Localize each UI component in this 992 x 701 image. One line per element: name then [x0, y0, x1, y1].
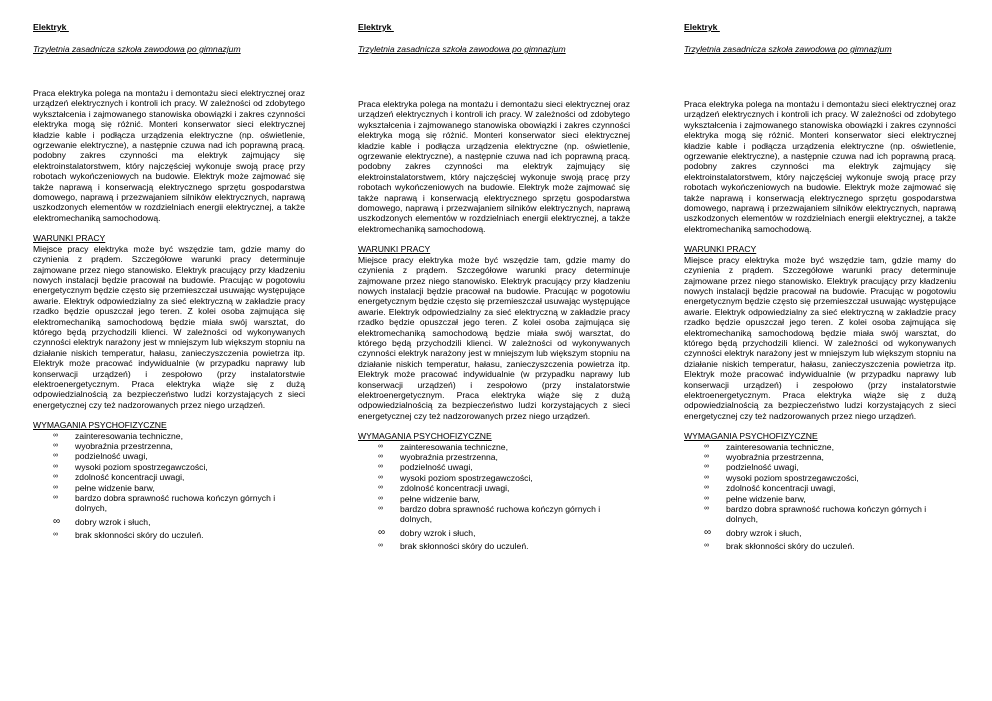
list-item: ∞ zainteresowania techniczne, [378, 441, 508, 452]
list-item: ∞ podzielność uwagi, [704, 462, 799, 473]
profession-title: Elektryk [684, 22, 720, 32]
list-item: ∞ bardzo dobra sprawność ruchowa kończyn górnych i dolnych, [378, 504, 601, 525]
infinity-bullet-icon: ∞ [704, 542, 709, 550]
infinity-bullet-icon: ∞ [378, 484, 383, 492]
infinity-bullet-icon: ∞ [704, 473, 709, 481]
leaflet-column-2 [358, 22, 630, 552]
infinity-bullet-icon: ∞ [378, 542, 383, 550]
infinity-bullet-icon: ∞ [378, 442, 383, 450]
requirements-list [33, 431, 305, 541]
requirements-heading: WYMAGANIA PSYCHOFIZYCZNE [358, 431, 492, 442]
infinity-bullet-icon: ∞ [53, 515, 61, 527]
working-conditions-text: Miejsce pracy elektryka może być wszędzie tam, gdzie mamy do czynienia z prądem. Szczegółowe warunki pracy determinuje zajmowane przez niego stanowisko. Elektryk pracujący przy kładzeniu nowych instalacji będzie pracował na budowie. Pracując w pogotowiu energetycznym będzie często się przemieszczał usuwając występujące awarie. Elektryk odpowiedzialny za sieć elektryczną w zakładzie pracy rzadko będzie opuszczał jego teren. Z kolei osoba zajmująca się elektromechaniką samochodową będzie miała swój warsztat, do którego będą przychodzili klienci. W zależności od wykonywanych czynności elektryk narażony jest w mniejszym lub większym stopniu na działanie niskich temperatur, hałasu, zanieczyszczenia powietrza itp. Elektryk może pracować indywidualnie (w przypadku naprawy lub konserwacji urządzeń) i zespołowo (przy instalatorstwie elektroenergetycznym. Praca elektryka wiąże się z dużą odpowiedzialnością za bezpieczeństwo ludzi korzystających z sieci energetycznej czy też nadzorowanych przez niego urządzeń. [358, 254, 630, 421]
list-item: ∞ wyobraźnia przestrzenna, [704, 452, 824, 462]
list-item: ∞ brak skłonności skóry do uczuleń. [378, 541, 529, 552]
infinity-bullet-icon: ∞ [378, 473, 383, 481]
list-item: ∞ zdolność koncentracji uwagi, [378, 483, 510, 494]
list-item: ∞ dobry wzrok i słuch, [53, 515, 151, 527]
infinity-bullet-icon: ∞ [53, 452, 58, 460]
infinity-bullet-icon: ∞ [704, 505, 709, 513]
list-item: ∞ bardzo dobra sprawność ruchowa kończyn górnych i dolnych, [53, 493, 276, 514]
infinity-bullet-icon: ∞ [704, 484, 709, 492]
profession-title: Elektryk [33, 22, 69, 32]
infinity-bullet-icon: ∞ [53, 483, 58, 491]
working-conditions-text: Miejsce pracy elektryka może być wszędzie tam, gdzie mamy do czynienia z prądem. Szczegółowe warunki pracy determinuje zajmowane przez niego stanowisko. Elektryk pracujący przy kładzeniu nowych instalacji będzie pracował na budowie. Pracując w pogotowiu energetycznym będzie często się przemieszczał usuwając występujące awarie. Elektryk odpowiedzialny za sieć elektryczną w zakładzie pracy rzadko będzie opuszczał jego teren. Z kolei osoba zajmująca się elektromechaniką samochodową będzie miała swój warsztat, do którego będą przychodzili klienci. W zależności od wykonywanych czynności elektryk narażony jest w mniejszym lub większym stopniu na działanie niskich temperatur, hałasu, zanieczyszczenia powietrza itp. Elektryk może pracować indywidualnie (w przypadku naprawy lub konserwacji urządzeń) i zespołowo (przy instalatorstwie elektroenergetycznym. Praca elektryka wiąże się z dużą odpowiedzialnością za bezpieczeństwo ludzi korzystających z sieci energetycznej czy też nadzorowanych przez niego urządzeń. [684, 254, 956, 421]
infinity-bullet-icon: ∞ [378, 494, 383, 502]
list-item: ∞ brak skłonności skóry do uczuleń. [704, 541, 855, 552]
infinity-bullet-icon: ∞ [53, 494, 58, 502]
school-type-subtitle: Trzyletnia zasadnicza szkoła zawodowa po gimnazjum [33, 44, 241, 54]
infinity-bullet-icon: ∞ [378, 453, 383, 460]
infinity-bullet-icon: ∞ [53, 531, 58, 539]
list-item: ∞ podzielność uwagi, [53, 451, 148, 462]
list-item: ∞ zainteresowania techniczne, [704, 441, 834, 452]
leaflet-column-1 [33, 22, 305, 541]
requirements-list [358, 442, 630, 552]
working-conditions-heading: WARUNKI PRACY [358, 244, 431, 255]
list-item: ∞ podzielność uwagi, [378, 462, 473, 473]
infinity-bullet-icon: ∞ [53, 431, 58, 439]
school-type-subtitle: Trzyletnia zasadnicza szkoła zawodowa po gimnazjum [358, 44, 566, 54]
infinity-bullet-icon: ∞ [53, 462, 58, 470]
list-item: ∞ pełne widzenie barw, [53, 482, 155, 493]
infinity-bullet-icon: ∞ [378, 526, 386, 538]
job-description: Praca elektryka polega na montażu i demontażu sieci elektrycznej oraz urządzeń elektrycznych i kontroli ich pracy. W zależności od zdobytego wykształcenia i zajmowanego stanowiska obowiązki i zakres czynności elektryka mogą się różnić. Monteri konserwator sieci elektrycznej kładzie kable i podłącza urządzenia elektryczne (np. oświetlenie, ogrzewanie elektryczne), a następnie czuwa nad ich poprawną pracą. podobny zakres czynności ma elektryk zajmujący się elektroinstalatorstwem, który najczęściej wykonuje swoją pracę przy robotach wykończeniowych na budowie. Elektryk może zajmować się także naprawą i konserwacją elektrycznego sprzętu gospodarstwa domowego, naprawą i przezwajaniem silników elektrycznych, naprawą uszkodzonych elementów w rozdzielniach energii elektrycznej, a także elektromechaniką samochodową. [358, 99, 630, 234]
infinity-bullet-icon: ∞ [704, 526, 712, 538]
infinity-bullet-icon: ∞ [378, 505, 383, 513]
infinity-bullet-icon: ∞ [378, 463, 383, 471]
infinity-bullet-icon: ∞ [53, 442, 58, 449]
infinity-bullet-icon: ∞ [704, 463, 709, 471]
requirements-list [684, 442, 956, 552]
working-conditions-text: Miejsce pracy elektryka może być wszędzie tam, gdzie mamy do czynienia z prądem. Szczegółowe warunki pracy determinuje zajmowane przez niego stanowisko. Elektryk pracujący przy kładzeniu nowych instalacji będzie pracował na budowie. Pracując w pogotowiu energetycznym będzie często się przemieszczał usuwając występujące awarie. Elektryk odpowiedzialny za sieć elektryczną w zakładzie pracy rzadko będzie opuszczał jego teren. Z kolei osoba zajmująca się elektromechaniką samochodową będzie miała swój warsztat, do którego będą przychodzili klienci. W zależności od wykonywanych czynności elektryk narażony jest w mniejszym lub większym stopniu na działanie niskich temperatur, hałasu, zanieczyszczenia powietrza itp. Elektryk może pracować indywidualnie (w przypadku naprawy lub konserwacji urządzeń) i zespołowo (przy instalatorstwie elektroenergetycznym. Praca elektryka wiąże się z dużą odpowiedzialnością za bezpieczeństwo ludzi korzystających z sieci energetycznej czy też nadzorowanych przez niego urządzeń. [33, 243, 305, 410]
infinity-bullet-icon: ∞ [53, 473, 58, 481]
list-item: ∞ wysoki poziom spostrzegawczości, [53, 461, 208, 472]
list-item: ∞ dobry wzrok i słuch, [378, 526, 476, 538]
profession-title: Elektryk [358, 22, 394, 32]
job-description: Praca elektryka polega na montażu i demontażu sieci elektrycznej oraz urządzeń elektrycznych i kontroli ich pracy. W zależności od zdobytego wykształcenia i zajmowanego stanowiska obowiązki i zakres czynności elektryka mogą się różnić. Monteri konserwator sieci elektrycznej kładzie kable i podłącza urządzenia elektryczne (np. oświetlenie, ogrzewanie elektryczne), a następnie czuwa nad ich poprawną pracą. podobny zakres czynności ma elektryk zajmujący się elektroinstalatorstwem, który najczęściej wykonuje swoją pracę przy robotach wykończeniowych na budowie. Elektryk może zajmować się także naprawą i konserwacją elektrycznego sprzętu gospodarstwa domowego, naprawą i przezwajaniem silników elektrycznych, naprawą uszkodzonych elementów w rozdzielniach energii elektrycznej, a także elektromechaniką samochodową. [684, 99, 956, 234]
working-conditions-heading: WARUNKI PRACY [33, 233, 106, 244]
list-item: ∞ zainteresowania techniczne, [53, 430, 183, 441]
list-item: ∞ dobry wzrok i słuch, [704, 526, 802, 538]
school-type-subtitle: Trzyletnia zasadnicza szkoła zawodowa po gimnazjum [684, 44, 892, 54]
list-item: ∞ bardzo dobra sprawność ruchowa kończyn górnych i dolnych, [704, 504, 927, 525]
job-description: Praca elektryka polega na montażu i demontażu sieci elektrycznej oraz urządzeń elektrycznych i kontroli ich pracy. W zależności od zdobytego wykształcenia i zajmowanego stanowiska obowiązki i zakres czynności elektryka mogą się różnić. Monteri konserwator sieci elektrycznej kładzie kable i podłącza urządzenia elektryczne (np. oświetlenie, ogrzewanie elektryczne), a następnie czuwa nad ich poprawną pracą. podobny zakres czynności ma elektryk zajmujący się elektroinstalatorstwem, który najczęściej wykonuje swoją pracę przy robotach wykończeniowych na budowie. Elektryk może zajmować się także naprawą i konserwacją elektrycznego sprzętu gospodarstwa domowego, naprawą i przezwajaniem silników elektrycznych, naprawą uszkodzonych elementów w rozdzielniach energii elektrycznej, a także elektromechaniką samochodową. [33, 88, 305, 223]
requirements-heading: WYMAGANIA PSYCHOFIZYCZNE [33, 420, 167, 431]
list-item: ∞ brak skłonności skóry do uczuleń. [53, 530, 204, 541]
list-item: ∞ zdolność koncentracji uwagi, [53, 472, 185, 483]
list-item: ∞ wysoki poziom spostrzegawczości, [704, 472, 859, 483]
requirements-heading: WYMAGANIA PSYCHOFIZYCZNE [684, 431, 818, 442]
infinity-bullet-icon: ∞ [704, 442, 709, 450]
list-item: ∞ pełne widzenie barw, [704, 493, 806, 504]
list-item: ∞ wyobraźnia przestrzenna, [53, 441, 173, 451]
working-conditions-heading: WARUNKI PRACY [684, 244, 757, 255]
list-item: ∞ wyobraźnia przestrzenna, [378, 452, 498, 462]
list-item: ∞ pełne widzenie barw, [378, 493, 480, 504]
list-item: ∞ zdolność koncentracji uwagi, [704, 483, 836, 494]
list-item: ∞ wysoki poziom spostrzegawczości, [378, 472, 533, 483]
leaflet-column-3 [684, 22, 956, 552]
infinity-bullet-icon: ∞ [704, 453, 709, 460]
infinity-bullet-icon: ∞ [704, 494, 709, 502]
